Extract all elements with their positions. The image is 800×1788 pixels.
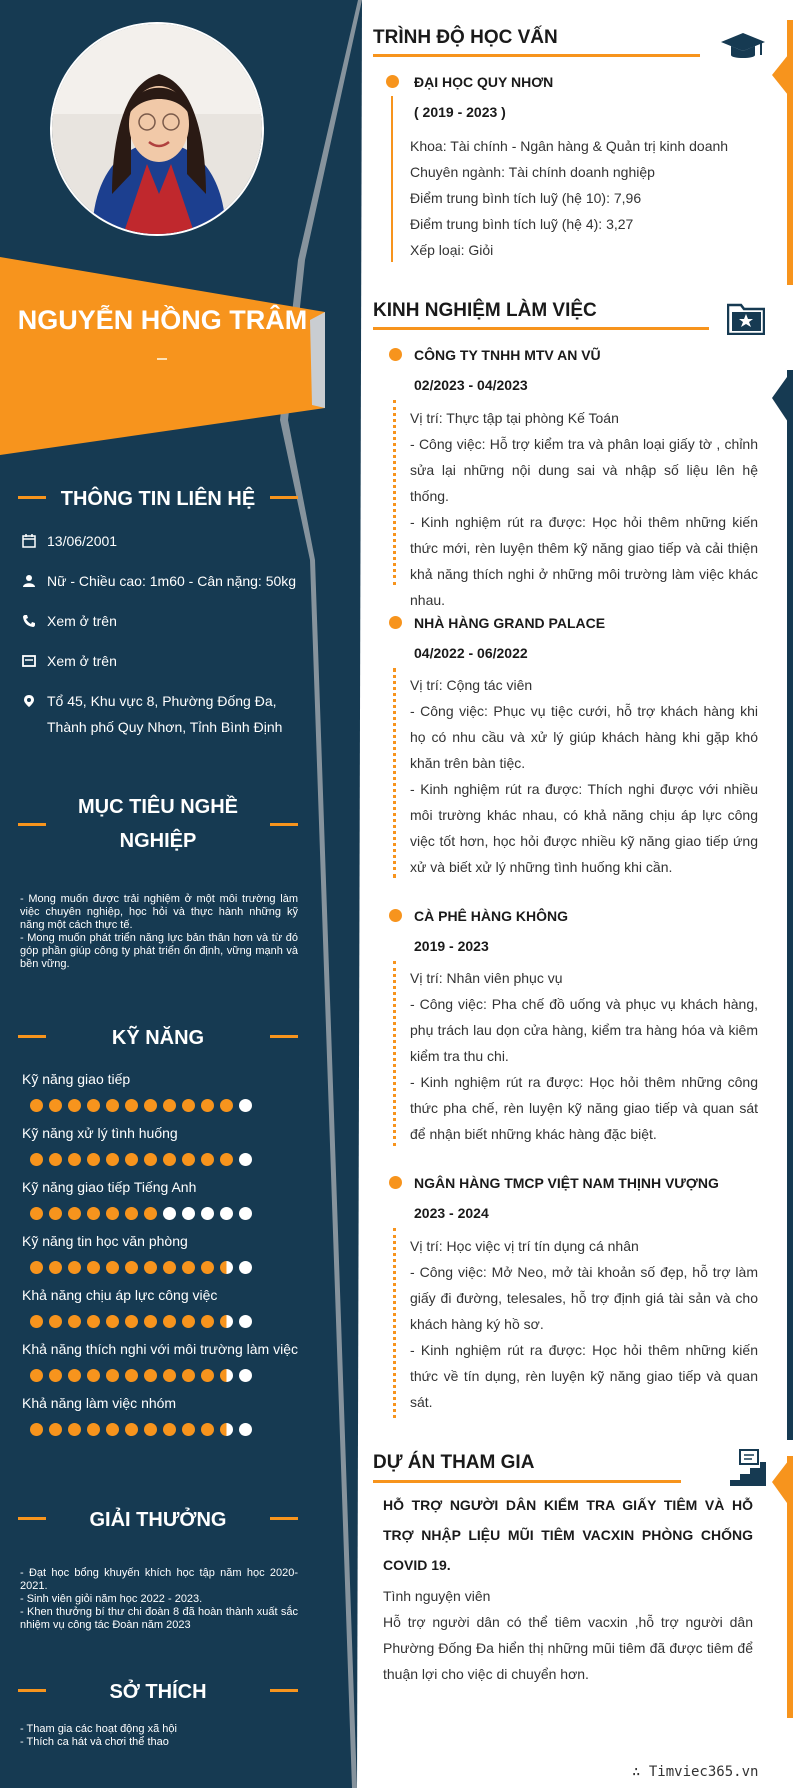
skill-dot [49,1153,62,1166]
skill-dot [144,1099,157,1112]
name-divider [157,358,167,360]
job-bullet [389,616,402,629]
skill-dot [163,1369,176,1382]
address-text: Tổ 45, Khu vực 8, Phường Đống Đa, Thành phố Quy Nhơn, Tỉnh Bình Định [47,693,283,735]
skill-dot [220,1423,233,1436]
skill-dot [30,1207,43,1220]
job-details [410,672,758,880]
skill-dot [30,1153,43,1166]
skill-dot [106,1261,119,1274]
skill-row [22,1340,302,1358]
objective-line: - Mong muốn phát triển năng lực bản thân hơn và từ đó góp phần giúp công ty phát triển ổn định, vững mạnh và bền vững. [20,932,298,970]
calendar-icon [22,534,36,548]
job-timeline [393,668,399,878]
skill-dot [125,1261,138,1274]
education-line: Xếp loại: Giỏi [410,242,494,258]
skill-dot [220,1261,233,1274]
skill-dot [87,1261,100,1274]
job-company: NHÀ HÀNG GRAND PALACE [414,615,606,631]
skill-dot [106,1315,119,1328]
email-icon [22,654,36,668]
skill-dot [106,1099,119,1112]
skill-dot [68,1099,81,1112]
skill-dot [87,1369,100,1382]
awards-section-header [18,1503,298,1533]
skill-dot [144,1153,157,1166]
hobbies-text [20,1723,298,1749]
education-timeline [391,96,393,262]
skill-dot [182,1099,195,1112]
skill-dot [68,1153,81,1166]
skill-label: Khả năng thích nghi với môi trường làm việc [22,1341,298,1357]
objective-line: - Mong muốn được trải nghiệm ở một môi trường làm việc chuyên nghiệp, học hỏi và thực hành những kỹ năng một cách thực tế. [20,893,298,931]
skill-dot [68,1315,81,1328]
skill-dot [49,1261,62,1274]
skill-dot [182,1423,195,1436]
objective-section-header [18,790,298,860]
skill-dot [163,1261,176,1274]
skill-dot [87,1207,100,1220]
skill-dot [106,1423,119,1436]
skill-dot [163,1153,176,1166]
skill-dot [220,1315,233,1328]
project-stairs-icon [728,1448,768,1488]
skill-dot [144,1315,157,1328]
education-period: ( 2019 - 2023 ) [414,104,506,120]
skill-dot [163,1423,176,1436]
job-period: 04/2022 - 06/2022 [414,645,528,661]
projects-title: DỰ ÁN THAM GIA [373,1452,535,1473]
education-line: Điểm trung bình tích luỹ (hệ 4): 3,27 [410,216,634,232]
skill-dot [49,1423,62,1436]
skill-dot [125,1153,138,1166]
awards-text [20,1567,298,1632]
skill-row [22,1394,302,1412]
skill-dot [30,1423,43,1436]
portrait-photo [52,24,264,236]
skill-label: Kỹ năng xử lý tình huống [22,1125,178,1141]
skill-dot [220,1099,233,1112]
skill-dot [201,1207,214,1220]
skill-label: Kỹ năng tin học văn phòng [22,1233,188,1249]
skill-row [22,1070,302,1088]
job-position: Vị trí: Nhân viên phục vụ [410,970,563,986]
skill-dot [106,1153,119,1166]
job-timeline [393,961,399,1146]
phone-text[interactable]: Xem ở trên [47,613,117,629]
experience-underline [373,327,709,330]
skill-dot [220,1207,233,1220]
job-work: - Công việc: Hỗ trợ kiểm tra và phân loại giấy tờ , chỉnh sửa lại những nội dung sai và nhập số liệu lên hệ thống. [410,436,758,504]
phone-icon [22,614,36,628]
job-period: 02/2023 - 04/2023 [414,377,528,393]
job-timeline [393,400,399,585]
skill-dot [125,1423,138,1436]
skill-dot [49,1207,62,1220]
education-line: Điểm trung bình tích luỹ (hệ 10): 7,96 [410,190,642,206]
skill-label: Kỹ năng giao tiếp [22,1071,131,1087]
skill-dot [201,1261,214,1274]
skill-dot [125,1099,138,1112]
skill-dot [163,1207,176,1220]
job-work: - Công việc: Phục vụ tiệc cưới, hỗ trợ khách hàng khi họ có nhu cầu và xử lý giúp khách hàng khi gặp khó khăn trên bàn tiệc. [410,703,758,771]
projects-underline [373,1480,681,1483]
job-position: Vị trí: Học việc vị trí tín dụng cá nhân [410,1238,639,1254]
skill-dot [239,1423,252,1436]
skill-dot [144,1261,157,1274]
skill-dot [87,1153,100,1166]
job-company: CÔNG TY TNHH MTV AN VŨ [414,347,601,363]
job-details [410,405,758,613]
skill-dot [239,1315,252,1328]
right-edge-bar-bottom [787,1456,793,1718]
skill-label: Kỹ năng giao tiếp Tiếng Anh [22,1179,197,1195]
skill-dot [201,1369,214,1382]
skill-dot [30,1315,43,1328]
job-learned: - Kinh nghiệm rút ra được: Học hỏi thêm những công thức pha chế, rèn luyện kỹ năng giao tiếp và quan sát để nhận biết những khác hàng đặc biệt. [410,1074,758,1142]
skill-dot [125,1369,138,1382]
award-line: - Đạt học bổng khuyến khích học tập năm học 2020- 2021. [20,1567,298,1592]
folder-star-icon [727,301,765,335]
education-title: TRÌNH ĐỘ HỌC VẤN [373,27,558,48]
hobbies-title: SỞ THÍCH [109,1681,207,1703]
avatar [50,22,264,236]
contact-phone [22,608,312,634]
job-position: Vị trí: Cộng tác viên [410,677,533,693]
project-name: HỖ TRỢ NGƯỜI DÂN KIỂM TRA GIẤY TIÊM VÀ HỖ TRỢ NHẬP LIỆU MŨI TIÊM VACXIN PHÒNG CHỐNG COVID 19. [383,1497,753,1573]
skill-dot [201,1099,214,1112]
skill-row [22,1286,302,1304]
skill-dot [182,1207,195,1220]
skill-row [22,1124,302,1142]
skill-row [22,1178,302,1196]
skill-dot [49,1315,62,1328]
skill-dot [30,1261,43,1274]
education-line: Chuyên ngành: Tài chính doanh nghiệp [410,164,655,180]
skill-dot [239,1261,252,1274]
skill-dot [239,1099,252,1112]
skill-dot [182,1261,195,1274]
job-details [410,1233,758,1415]
candidate-name: NGUYỄN HỒNG TRÂM [17,305,308,335]
job-bullet [389,348,402,361]
birthdate-text: 13/06/2001 [47,533,118,549]
skill-dot [30,1099,43,1112]
skill-dot [144,1207,157,1220]
skill-dot [163,1315,176,1328]
skill-dot [68,1423,81,1436]
skill-dot [201,1315,214,1328]
job-work: - Công việc: Mở Neo, mở tài khoản số đẹp, hỗ trợ làm giấy đi đường, telesales, hỗ trợ định giá tài sản và cho khách hàng ký hồ sơ. [410,1264,758,1332]
skill-dot [239,1207,252,1220]
skill-dot [182,1315,195,1328]
right-edge-bar-middle [787,370,793,1440]
objective-title: MỤC TIÊU NGHỀ NGHIỆP [78,796,238,852]
skill-dot [106,1369,119,1382]
job-bullet [389,1176,402,1189]
skill-dot [182,1153,195,1166]
experience-title: KINH NGHIỆM LÀM VIỆC [373,300,597,321]
project-role: Tình nguyện viên [383,1588,491,1604]
hobbies-section-header [18,1675,298,1705]
skill-dot [30,1369,43,1382]
job-period: 2019 - 2023 [414,938,489,954]
email-text[interactable]: Xem ở trên [47,653,117,669]
skill-dot [49,1099,62,1112]
objective-text [20,893,298,971]
skill-dot [163,1099,176,1112]
job-work: - Công việc: Pha chế đồ uống và phục vụ khách hàng, phụ trách lau dọn cửa hàng, kiểm tra hàng hóa và kiêm kiểm tra thu chi. [410,996,758,1064]
user-icon [22,574,36,588]
hobby-line: - Tham gia các hoạt động xã hội [20,1723,177,1735]
job-learned: - Kinh nghiệm rút ra được: Học hỏi thêm những kiến thức mới, rèn luyện thêm kỹ năng giao tiếp và cải thiện khả năng thích nghi ở những môi trường làm việc khác nhau. [410,514,758,608]
skill-dot [87,1315,100,1328]
contact-email [22,648,312,674]
skill-dot [220,1369,233,1382]
skill-label: Khả năng chịu áp lực công việc [22,1287,218,1303]
skill-dot [125,1315,138,1328]
education-details [410,133,758,263]
location-icon [22,694,36,708]
skill-dot [144,1423,157,1436]
education-underline [373,54,700,57]
education-bullet [386,75,399,88]
skill-dot [239,1369,252,1382]
graduation-cap-icon [721,31,765,63]
hobby-line: - Thích ca hát và chơi thể thao [20,1736,169,1748]
skill-dot [87,1099,100,1112]
right-edge-bar-top [787,20,793,285]
skill-dot [182,1369,195,1382]
skill-row [22,1232,302,1250]
skill-dot [125,1207,138,1220]
skills-section-header [18,1021,298,1051]
education-line: Khoa: Tài chính - Ngân hàng & Quản trị kinh doanh [410,138,729,154]
project-desc: Hỗ trợ người dân có thể tiêm vacxin ,hỗ trợ người dân Phường Đống Đa hiển thị những mũi tiêm đã được tiêm để thuận lợi cho việc di chuyển hơn. [383,1614,753,1682]
skill-dot [68,1207,81,1220]
footer-brand[interactable]: ∴ Timviec365.vn [632,1764,759,1780]
skill-dot [239,1153,252,1166]
job-position: Vị trí: Thực tập tại phòng Kế Toán [410,410,619,426]
job-company: CÀ PHÊ HÀNG KHÔNG [414,908,569,924]
skill-dot [201,1423,214,1436]
contact-birthdate [22,528,312,554]
job-period: 2023 - 2024 [414,1205,489,1221]
contact-personal [22,568,312,594]
job-company: NGÂN HÀNG TMCP VIỆT NAM THỊNH VƯỢNG [414,1175,719,1191]
contact-address [22,688,307,740]
skill-dot [49,1369,62,1382]
job-details [410,965,758,1147]
award-line: - Khen thưởng bí thư chi đoàn 8 đã hoàn thành xuất sắc nhiệm vụ công tác Đoàn năm 2023 [20,1606,298,1631]
school-name: ĐẠI HỌC QUY NHƠN [414,74,554,90]
skill-label: Khả năng làm việc nhóm [22,1395,177,1411]
skill-dot [87,1423,100,1436]
skill-dot [201,1153,214,1166]
skill-dot [220,1153,233,1166]
personal-text: Nữ - Chiều cao: 1m60 - Cân nặng: 50kg [47,573,297,589]
award-line: - Sinh viên giỏi năm học 2022 - 2023. [20,1593,203,1605]
job-learned: - Kinh nghiệm rút ra được: Thích nghi được với nhiều môi trường khác nhau, có khả năng chịu áp lực công việc tốt hơn, học hỏi được nhiều kỹ năng giao tiếp ứng xử và biết xử lý những tình huống khi cần. [410,781,758,875]
awards-title: GIẢI THƯỞNG [89,1509,227,1531]
contact-section-header [18,482,298,512]
skill-dot [68,1369,81,1382]
skill-dot [144,1369,157,1382]
contact-title: THÔNG TIN LIÊN HỆ [60,488,256,510]
job-learned: - Kinh nghiệm rút ra được: Học hỏi thêm những kiến thức về tín dụng, rèn luyện kỹ năng giao tiếp và quan sát. [410,1342,758,1410]
skill-dot [68,1261,81,1274]
job-bullet [389,909,402,922]
job-timeline [393,1228,399,1418]
skills-title: KỸ NĂNG [111,1027,205,1049]
project-details [383,1583,753,1687]
skill-dot [106,1207,119,1220]
